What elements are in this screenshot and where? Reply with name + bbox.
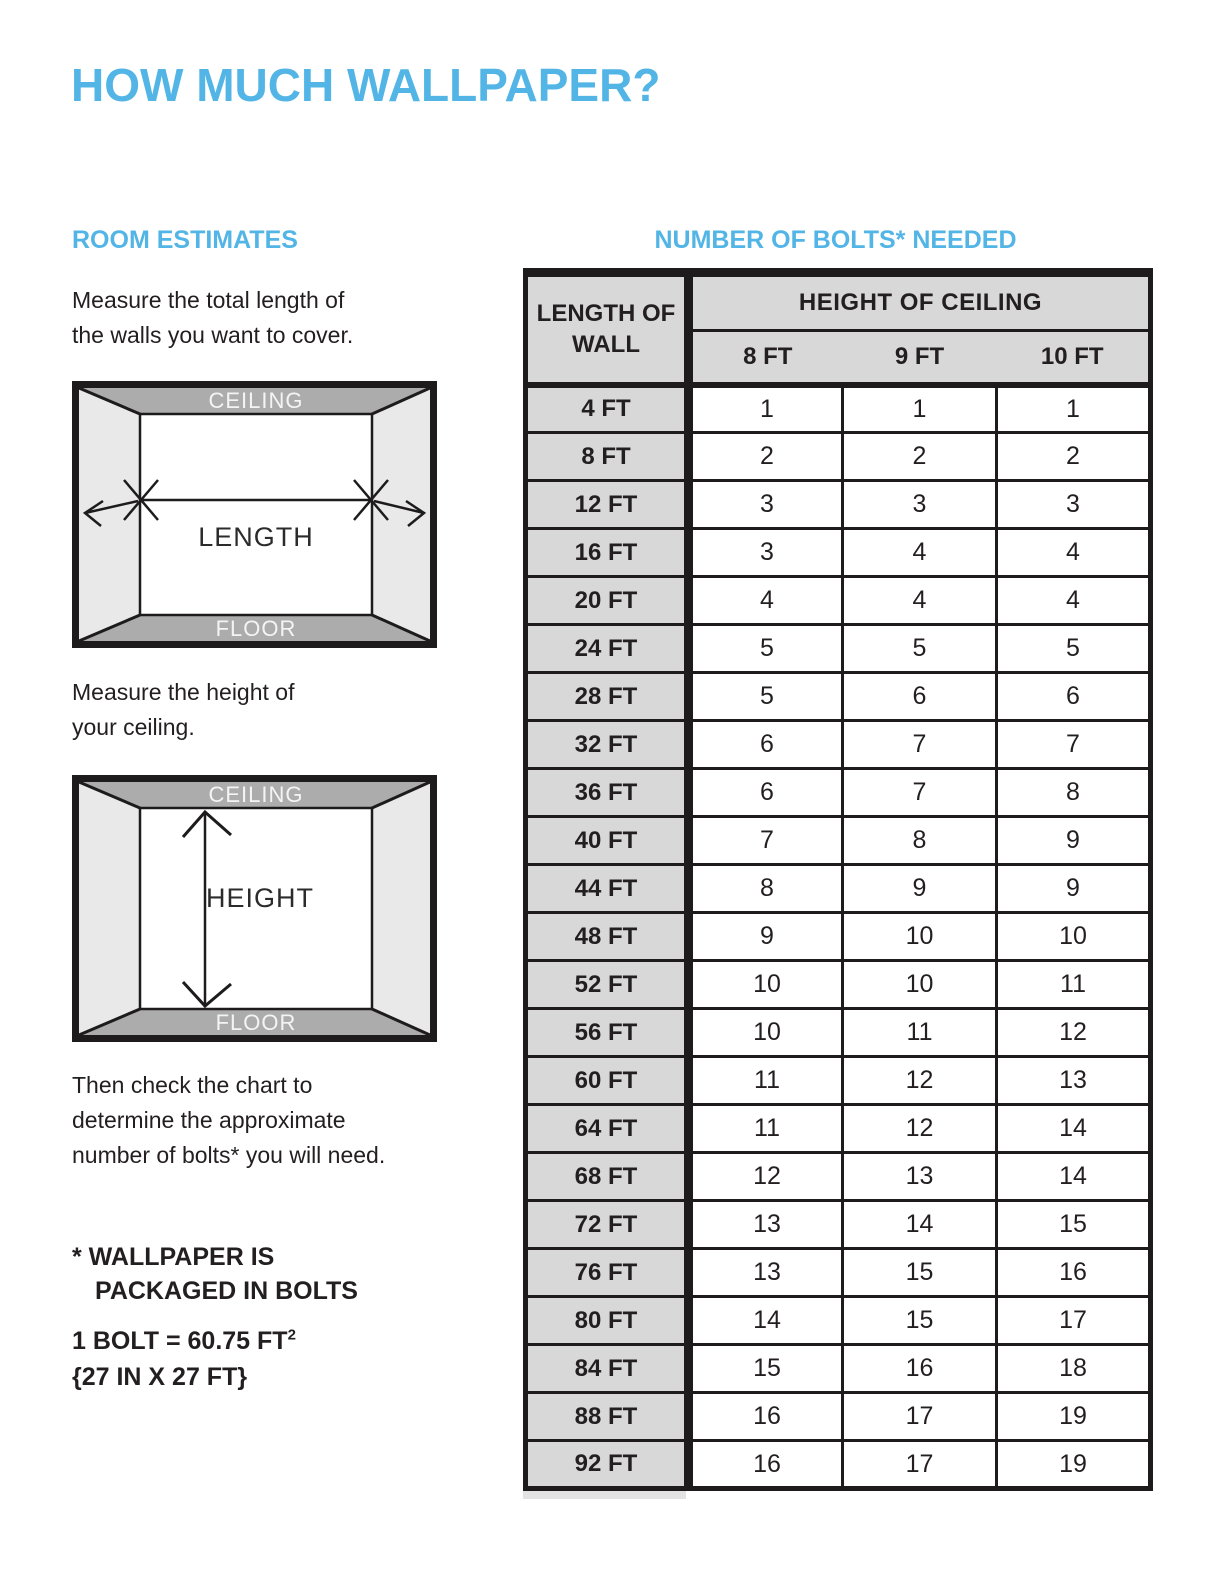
length-of-wall-header: LENGTH OF WALL xyxy=(526,273,689,385)
bolt-count-cell: 9 xyxy=(689,913,843,961)
length-of-wall-cell: 40 FT xyxy=(526,817,689,865)
length-of-wall-cell: 60 FT xyxy=(526,1057,689,1105)
length-of-wall-cell: 20 FT xyxy=(526,577,689,625)
bolt-count-cell: 12 xyxy=(843,1105,997,1153)
length-of-wall-cell: 92 FT xyxy=(526,1441,689,1489)
bolt-count-cell: 19 xyxy=(997,1441,1151,1489)
bolt-count-cell: 2 xyxy=(689,433,843,481)
length-of-wall-cell: 52 FT xyxy=(526,961,689,1009)
measure-height-paragraph xyxy=(72,675,294,745)
table-row xyxy=(526,481,1151,529)
column-header-9ft: 9 FT xyxy=(843,331,997,385)
bolt-count-cell: 1 xyxy=(997,385,1151,433)
bolt-count-cell: 3 xyxy=(689,529,843,577)
bolt-count-cell: 8 xyxy=(689,865,843,913)
bolt-count-cell: 5 xyxy=(997,625,1151,673)
wallpaper-bolts-footnote xyxy=(72,1240,358,1308)
bolt-count-cell: 10 xyxy=(689,961,843,1009)
bolt-equation-exponent: 2 xyxy=(287,1326,296,1344)
paragraph-line: determine the approximate xyxy=(72,1107,346,1133)
bolt-count-cell: 4 xyxy=(689,577,843,625)
bolt-count-cell: 7 xyxy=(843,721,997,769)
table-row xyxy=(526,1249,1151,1297)
bolt-count-cell: 14 xyxy=(843,1201,997,1249)
bolt-count-cell: 8 xyxy=(997,769,1151,817)
length-of-wall-cell: 44 FT xyxy=(526,865,689,913)
bolt-count-cell: 4 xyxy=(997,529,1151,577)
table-row xyxy=(526,1105,1151,1153)
table-row xyxy=(526,769,1151,817)
table-row xyxy=(526,1057,1151,1105)
bolt-count-cell: 5 xyxy=(689,625,843,673)
height-label: HEIGHT xyxy=(205,883,315,913)
bolt-count-cell: 17 xyxy=(997,1297,1151,1345)
table-header-row-group xyxy=(526,273,1151,331)
bolts-table-container xyxy=(523,268,1153,1499)
table-row xyxy=(526,1441,1151,1489)
bolt-count-cell: 7 xyxy=(689,817,843,865)
bolt-count-cell: 8 xyxy=(843,817,997,865)
length-of-wall-cell: 84 FT xyxy=(526,1345,689,1393)
bolt-count-cell: 16 xyxy=(689,1441,843,1489)
paragraph-line: Measure the total length of xyxy=(72,287,345,313)
bolt-count-cell: 5 xyxy=(689,673,843,721)
bolt-size-info xyxy=(72,1323,296,1395)
table-row xyxy=(526,721,1151,769)
height-of-ceiling-header: HEIGHT OF CEILING xyxy=(689,273,1151,331)
bolt-count-cell: 12 xyxy=(997,1009,1151,1057)
bolt-count-cell: 13 xyxy=(689,1201,843,1249)
room-length-diagram xyxy=(72,381,437,648)
bolt-count-cell: 5 xyxy=(843,625,997,673)
bolt-count-cell: 11 xyxy=(997,961,1151,1009)
bolt-count-cell: 10 xyxy=(689,1009,843,1057)
bolt-count-cell: 6 xyxy=(997,673,1151,721)
length-of-wall-cell: 24 FT xyxy=(526,625,689,673)
bolt-count-cell: 4 xyxy=(843,577,997,625)
bolt-dimensions: {27 IN X 27 FT} xyxy=(72,1363,248,1391)
paragraph-line: number of bolts* you will need. xyxy=(72,1142,386,1168)
table-row xyxy=(526,1009,1151,1057)
bolt-count-cell: 2 xyxy=(997,433,1151,481)
table-row xyxy=(526,865,1151,913)
column-header-10ft: 10 FT xyxy=(997,331,1151,385)
table-row xyxy=(526,913,1151,961)
length-of-wall-cell: 16 FT xyxy=(526,529,689,577)
paragraph-line: the walls you want to cover. xyxy=(72,322,354,348)
bolt-count-cell: 15 xyxy=(689,1345,843,1393)
bolt-equation xyxy=(72,1323,296,1359)
bolt-count-cell: 18 xyxy=(997,1345,1151,1393)
bolt-count-cell: 15 xyxy=(997,1201,1151,1249)
table-row xyxy=(526,1153,1151,1201)
bolt-count-cell: 4 xyxy=(997,577,1151,625)
floor-label: FLOOR xyxy=(215,1010,297,1035)
table-bottom-overhang xyxy=(523,1491,686,1499)
bolt-count-cell: 6 xyxy=(689,769,843,817)
length-label: LENGTH xyxy=(198,522,314,552)
bolt-count-cell: 13 xyxy=(843,1153,997,1201)
table-row xyxy=(526,673,1151,721)
bolt-count-cell: 11 xyxy=(843,1009,997,1057)
paragraph-line: your ceiling. xyxy=(72,714,195,740)
length-of-wall-cell: 12 FT xyxy=(526,481,689,529)
left-wall-panel xyxy=(79,782,140,1035)
measure-length-paragraph xyxy=(72,283,353,353)
bolt-count-cell: 13 xyxy=(689,1249,843,1297)
bolt-count-cell: 6 xyxy=(689,721,843,769)
table-row xyxy=(526,385,1151,433)
bolt-count-cell: 1 xyxy=(843,385,997,433)
length-of-wall-cell: 88 FT xyxy=(526,1393,689,1441)
ceiling-label: CEILING xyxy=(208,388,304,413)
table-row xyxy=(526,625,1151,673)
bolt-count-cell: 16 xyxy=(843,1345,997,1393)
length-of-wall-cell: 56 FT xyxy=(526,1009,689,1057)
bolt-count-cell: 1 xyxy=(689,385,843,433)
table-row xyxy=(526,433,1151,481)
bolt-count-cell: 11 xyxy=(689,1057,843,1105)
bolts-table-body xyxy=(526,385,1151,1489)
bolt-count-cell: 14 xyxy=(997,1153,1151,1201)
bolt-count-cell: 9 xyxy=(997,865,1151,913)
bolt-count-cell: 10 xyxy=(997,913,1151,961)
bolt-equation-text: 1 BOLT = 60.75 FT xyxy=(72,1327,288,1355)
bolt-count-cell: 3 xyxy=(689,481,843,529)
bolt-count-cell: 3 xyxy=(997,481,1151,529)
bolt-count-cell: 19 xyxy=(997,1393,1151,1441)
column-header-8ft: 8 FT xyxy=(689,331,843,385)
length-of-wall-cell: 64 FT xyxy=(526,1105,689,1153)
bolt-count-cell: 16 xyxy=(689,1393,843,1441)
bolt-count-cell: 16 xyxy=(997,1249,1151,1297)
bolt-count-cell: 4 xyxy=(843,529,997,577)
length-of-wall-cell: 68 FT xyxy=(526,1153,689,1201)
length-of-wall-cell: 36 FT xyxy=(526,769,689,817)
bolt-count-cell: 14 xyxy=(689,1297,843,1345)
length-of-wall-cell: 32 FT xyxy=(526,721,689,769)
bolt-count-cell: 7 xyxy=(843,769,997,817)
bolt-count-cell: 14 xyxy=(997,1105,1151,1153)
bolt-count-cell: 12 xyxy=(689,1153,843,1201)
footnote-line: PACKAGED IN BOLTS xyxy=(95,1277,358,1305)
table-row xyxy=(526,1297,1151,1345)
bolt-count-cell: 13 xyxy=(997,1057,1151,1105)
length-of-wall-cell: 28 FT xyxy=(526,673,689,721)
room-estimates-heading: ROOM ESTIMATES xyxy=(72,226,298,254)
page-title: HOW MUCH WALLPAPER? xyxy=(71,59,661,111)
bolt-count-cell: 3 xyxy=(843,481,997,529)
bolt-count-cell: 10 xyxy=(843,961,997,1009)
bolt-count-cell: 6 xyxy=(843,673,997,721)
bolt-count-cell: 12 xyxy=(843,1057,997,1105)
table-row xyxy=(526,1345,1151,1393)
back-wall-panel xyxy=(140,414,372,615)
bolt-count-cell: 10 xyxy=(843,913,997,961)
bolt-count-cell: 2 xyxy=(843,433,997,481)
ceiling-label: CEILING xyxy=(208,782,304,807)
bolt-count-cell: 17 xyxy=(843,1441,997,1489)
bolt-count-cell: 9 xyxy=(997,817,1151,865)
right-wall-panel xyxy=(372,782,430,1035)
table-row xyxy=(526,1393,1151,1441)
table-row xyxy=(526,961,1151,1009)
length-of-wall-cell: 80 FT xyxy=(526,1297,689,1345)
bolt-count-cell: 9 xyxy=(843,865,997,913)
bolt-count-cell: 15 xyxy=(843,1249,997,1297)
table-row xyxy=(526,1201,1151,1249)
room-height-diagram xyxy=(72,775,437,1042)
length-of-wall-cell: 4 FT xyxy=(526,385,689,433)
check-chart-paragraph xyxy=(72,1068,385,1173)
bolt-count-cell: 17 xyxy=(843,1393,997,1441)
floor-label: FLOOR xyxy=(215,616,297,641)
paragraph-line: Then check the chart to xyxy=(72,1072,313,1098)
bolts-needed-heading: NUMBER OF BOLTS* NEEDED xyxy=(654,226,1017,254)
paragraph-line: Measure the height of xyxy=(72,679,295,705)
bolts-table xyxy=(523,268,1153,1491)
bolt-count-cell: 11 xyxy=(689,1105,843,1153)
table-row xyxy=(526,817,1151,865)
table-row xyxy=(526,529,1151,577)
table-row xyxy=(526,577,1151,625)
length-of-wall-cell: 8 FT xyxy=(526,433,689,481)
length-of-wall-cell: 72 FT xyxy=(526,1201,689,1249)
bolt-count-cell: 15 xyxy=(843,1297,997,1345)
length-of-wall-cell: 48 FT xyxy=(526,913,689,961)
length-of-wall-cell: 76 FT xyxy=(526,1249,689,1297)
bolt-count-cell: 7 xyxy=(997,721,1151,769)
footnote-line: * WALLPAPER IS xyxy=(72,1243,275,1271)
